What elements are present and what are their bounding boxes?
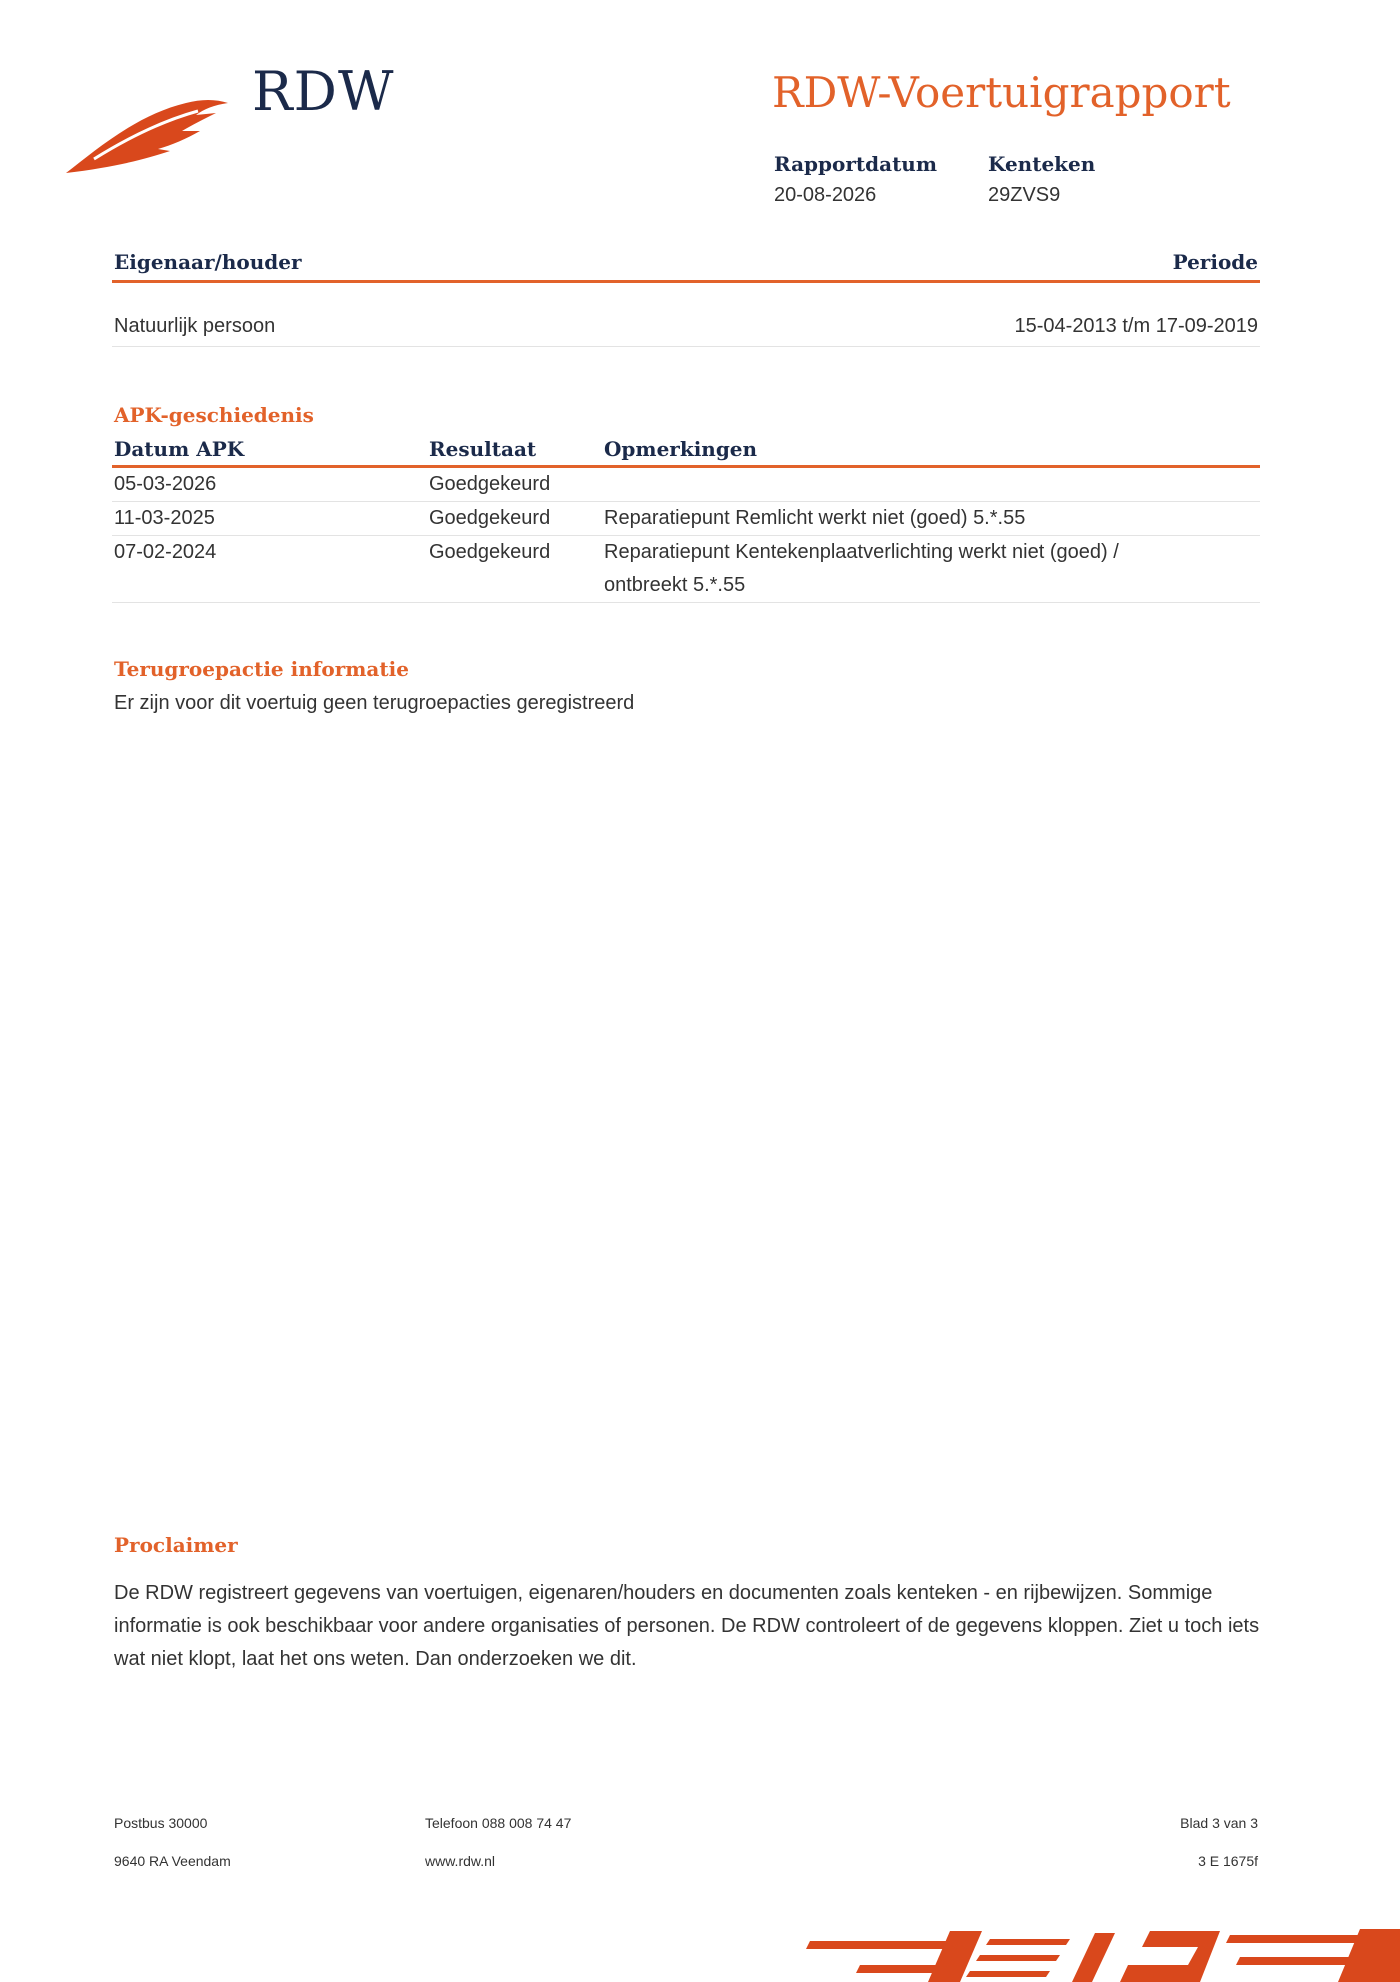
plate-label: Kenteken <box>988 152 1096 176</box>
footer-stripes-icon <box>800 1925 1400 1982</box>
plate-value: 29ZVS9 <box>988 184 1061 206</box>
apk-remark: Reparatiepunt Kentekenplaatverlichting werkt niet (goed) / ontbreekt 5.*.55 <box>602 536 1260 603</box>
apk-col-date: Datum APK <box>112 433 427 467</box>
owner-period: 15-04-2013 t/m 17-09-2019 <box>1014 315 1258 337</box>
owner-column-label: Eigenaar/houder <box>114 250 302 274</box>
footer-website: www.rdw.nl <box>425 1853 496 1869</box>
table-row <box>112 536 1260 603</box>
apk-table-header <box>112 433 1260 467</box>
logo-text: RDW <box>252 60 395 123</box>
recall-text: Er zijn voor dit voertuig geen terugroepacties geregistreerd <box>114 692 635 714</box>
apk-date: 11-03-2025 <box>112 502 427 536</box>
apk-col-remarks: Opmerkingen <box>602 433 1260 467</box>
apk-remark <box>602 467 1260 502</box>
disclaimer-text: De RDW registreert gegevens van voertuigen, eigenaren/houders en documenten zoals kenteken - en rijbewijzen. Sommige informatie is ook beschikbaar voor andere organisaties of personen. De RDW controleert of de gegevens kloppen. Ziet u toch iets wat niet klopt, laat het ons weten. Dan onderzoeken we dit. <box>114 1582 1260 1670</box>
table-row <box>112 502 1260 536</box>
footer-address-line1: Postbus 30000 <box>114 1815 208 1831</box>
footer-code: 3 E 1675f <box>1198 1853 1258 1869</box>
apk-result: Goedgekeurd <box>427 502 602 536</box>
apk-col-result: Resultaat <box>427 433 602 467</box>
apk-result: Goedgekeurd <box>427 536 602 603</box>
owner-type: Natuurlijk persoon <box>114 315 276 337</box>
report-date-block <box>774 152 937 207</box>
rdw-logo-icon <box>66 95 236 185</box>
report-title: RDW-Voertuigrapport <box>772 68 1231 117</box>
period-column-label: Periode <box>1172 250 1258 274</box>
disclaimer-title: Proclaimer <box>114 1533 238 1557</box>
apk-table <box>112 433 1260 603</box>
recall-section-title: Terugroepactie informatie <box>114 657 409 681</box>
report-date-label: Rapportdatum <box>774 152 938 176</box>
apk-date: 07-02-2024 <box>112 536 427 603</box>
table-row <box>112 467 1260 502</box>
footer-address-line2: 9640 RA Veendam <box>114 1853 231 1869</box>
footer-phone: Telefoon 088 008 74 47 <box>425 1815 572 1831</box>
apk-section-title: APK-geschiedenis <box>114 403 314 427</box>
footer-page-number: Blad 3 van 3 <box>1180 1815 1258 1831</box>
report-date-value: 20-08-2026 <box>774 184 877 206</box>
apk-remark: Reparatiepunt Remlicht werkt niet (goed) 5.*.55 <box>602 502 1260 536</box>
apk-date: 05-03-2026 <box>112 467 427 502</box>
owner-header <box>112 250 1260 283</box>
owner-row <box>112 300 1260 347</box>
apk-result: Goedgekeurd <box>427 467 602 502</box>
plate-block <box>988 152 1095 207</box>
